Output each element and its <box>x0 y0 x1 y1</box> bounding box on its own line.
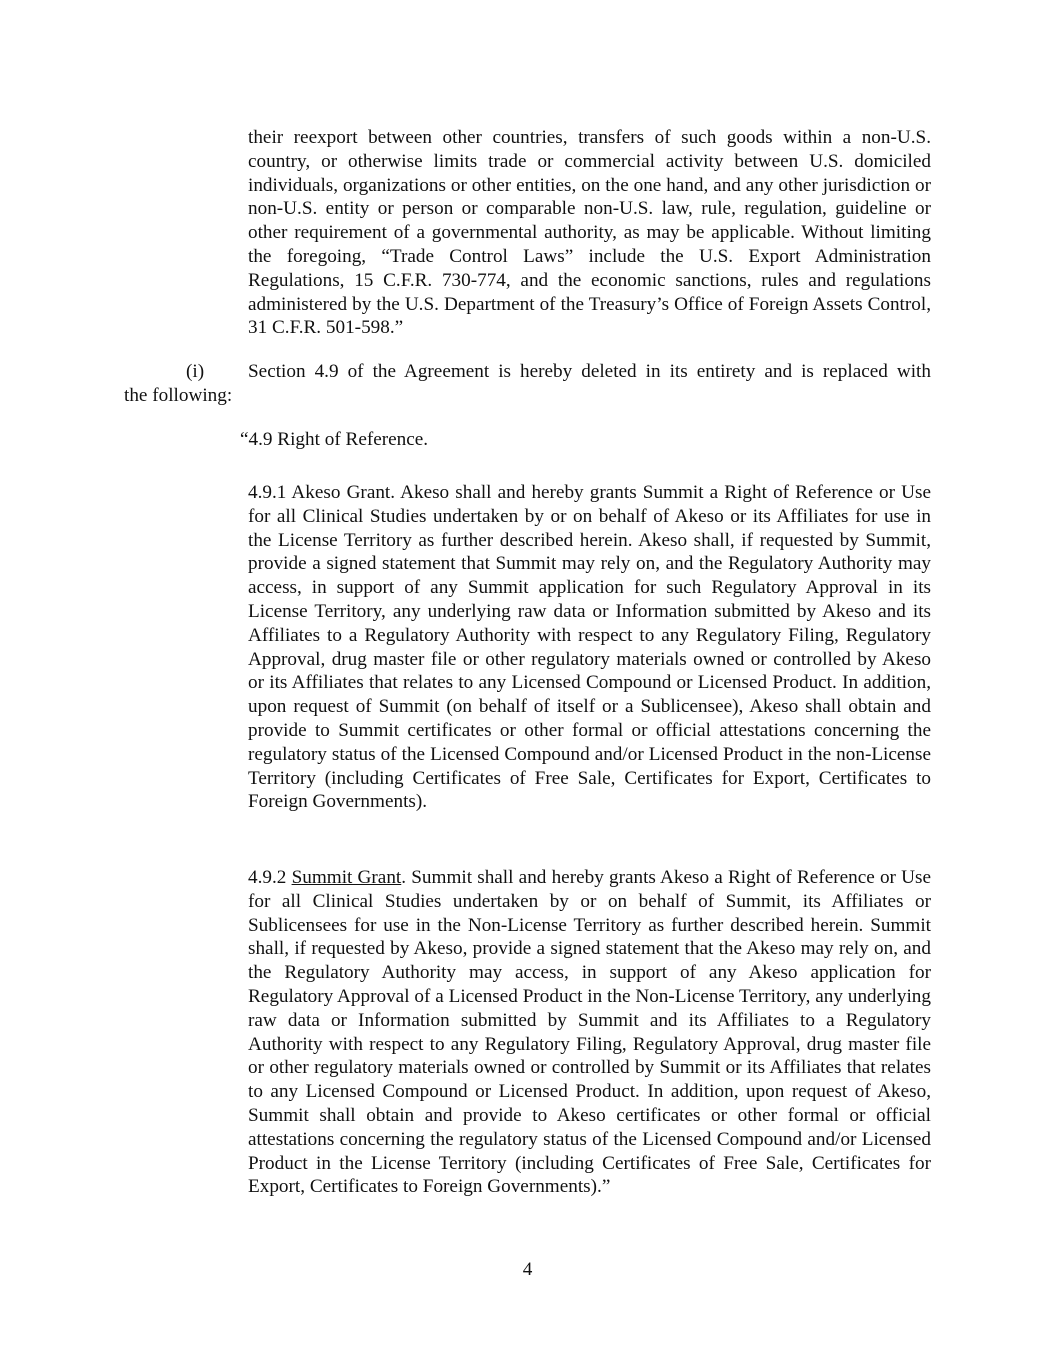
section-4-9-1-paragraph: 4.9.1 Akeso Grant. Akeso shall and hereby grants Summit a Right of Reference or Use for all Clinical Studies undertaken by or on behalf of Akeso or its Affiliates for use in the License Territory as further described herein. Akeso shall, if requested by Summit, provide a signed statement that Summit may rely on, and the Regulatory Authority may access, in support of any Summit application for such Regulatory Approval in its License Territory, any underlying raw data or Information submitted by Akeso and its Affiliates to a Regulatory Authority with respect to any Regulatory Filing, Regulatory Approval, drug master file or other regulatory materials owned or controlled by Akeso or its Affiliates that relates to any Licensed Compound or Licensed Product. In addition, upon request of Summit (on behalf of itself or a Sublicensee), Akeso shall obtain and provide to Summit certificates or other formal or official attestations concerning the regulatory status of the Licensed Compound and/or Licensed Product in the non-License Territory (including Certificates of Free Sale, Certificates for Export, Certificates to Foreign Governments). <box>248 482 931 813</box>
item-i-marker: (i) <box>186 361 205 382</box>
section-4-9-heading: “4.9 Right of Reference. <box>240 429 429 450</box>
item-i-text-line1: Section 4.9 of the Agreement is hereby deleted in its entirety and is replaced with <box>248 361 931 382</box>
section-4-9-2-body: . Summit shall and hereby grants Akeso a Right of Reference or Use for all Clinical Studies undertaken by or on behalf of Summit, its Affiliates or Sublicensees for use in the Non-License Territory as further described herein. Summit shall, if requested by Akeso, provide a signed statement that the Akeso may rely on, and the Regulatory Authority may access, in support of any Akeso application for Regulatory Approval of a Licensed Product in the Non-License Territory, any underlying raw data or Information submitted by Summit and its Affiliates to a Regulatory Authority with respect to any Regulatory Filing, Regulatory Approval, drug master file or other regulatory materials owned or controlled by Summit or its Affiliates that relates to any Licensed Compound or Licensed Product. In addition, upon request of Akeso, Summit shall obtain and provide to Akeso certificates or other formal or official attestations concerning the regulatory status of the Licensed Compound and/or Licensed Product in the License Territory (including Certificates of Free Sale, Certificates for Export, Certificates to Foreign Governments).” <box>248 867 931 1198</box>
item-i-text-line2: the following: <box>124 384 233 406</box>
page-number: 4 <box>522 1259 533 1280</box>
item-i-paragraph <box>124 360 931 408</box>
section-4-9-2-number: 4.9.2 <box>248 867 287 888</box>
continuation-paragraph: their reexport between other countries, transfers of such goods within a non-U.S. country, or otherwise limits trade or commercial activity between U.S. domiciled individuals, organizations or other entities, on the one hand, and any other jurisdiction or non-U.S. entity or person or comparable non-U.S. law, rule, regulation, guideline or other requirement of a governmental authority, as may be applicable. Without limiting the foregoing, “Trade Control Laws” include the U.S. Export Administration Regulations, 15 C.F.R. 730-774, and the economic sanctions, rules and regulations administered by the U.S. Department of the Treasury’s Office of Foreign Assets Control, 31 C.F.R. 501-598.” <box>248 127 931 339</box>
section-4-9-2-title: Summit Grant <box>291 867 402 888</box>
section-4-9-2-paragraph <box>248 866 931 1199</box>
